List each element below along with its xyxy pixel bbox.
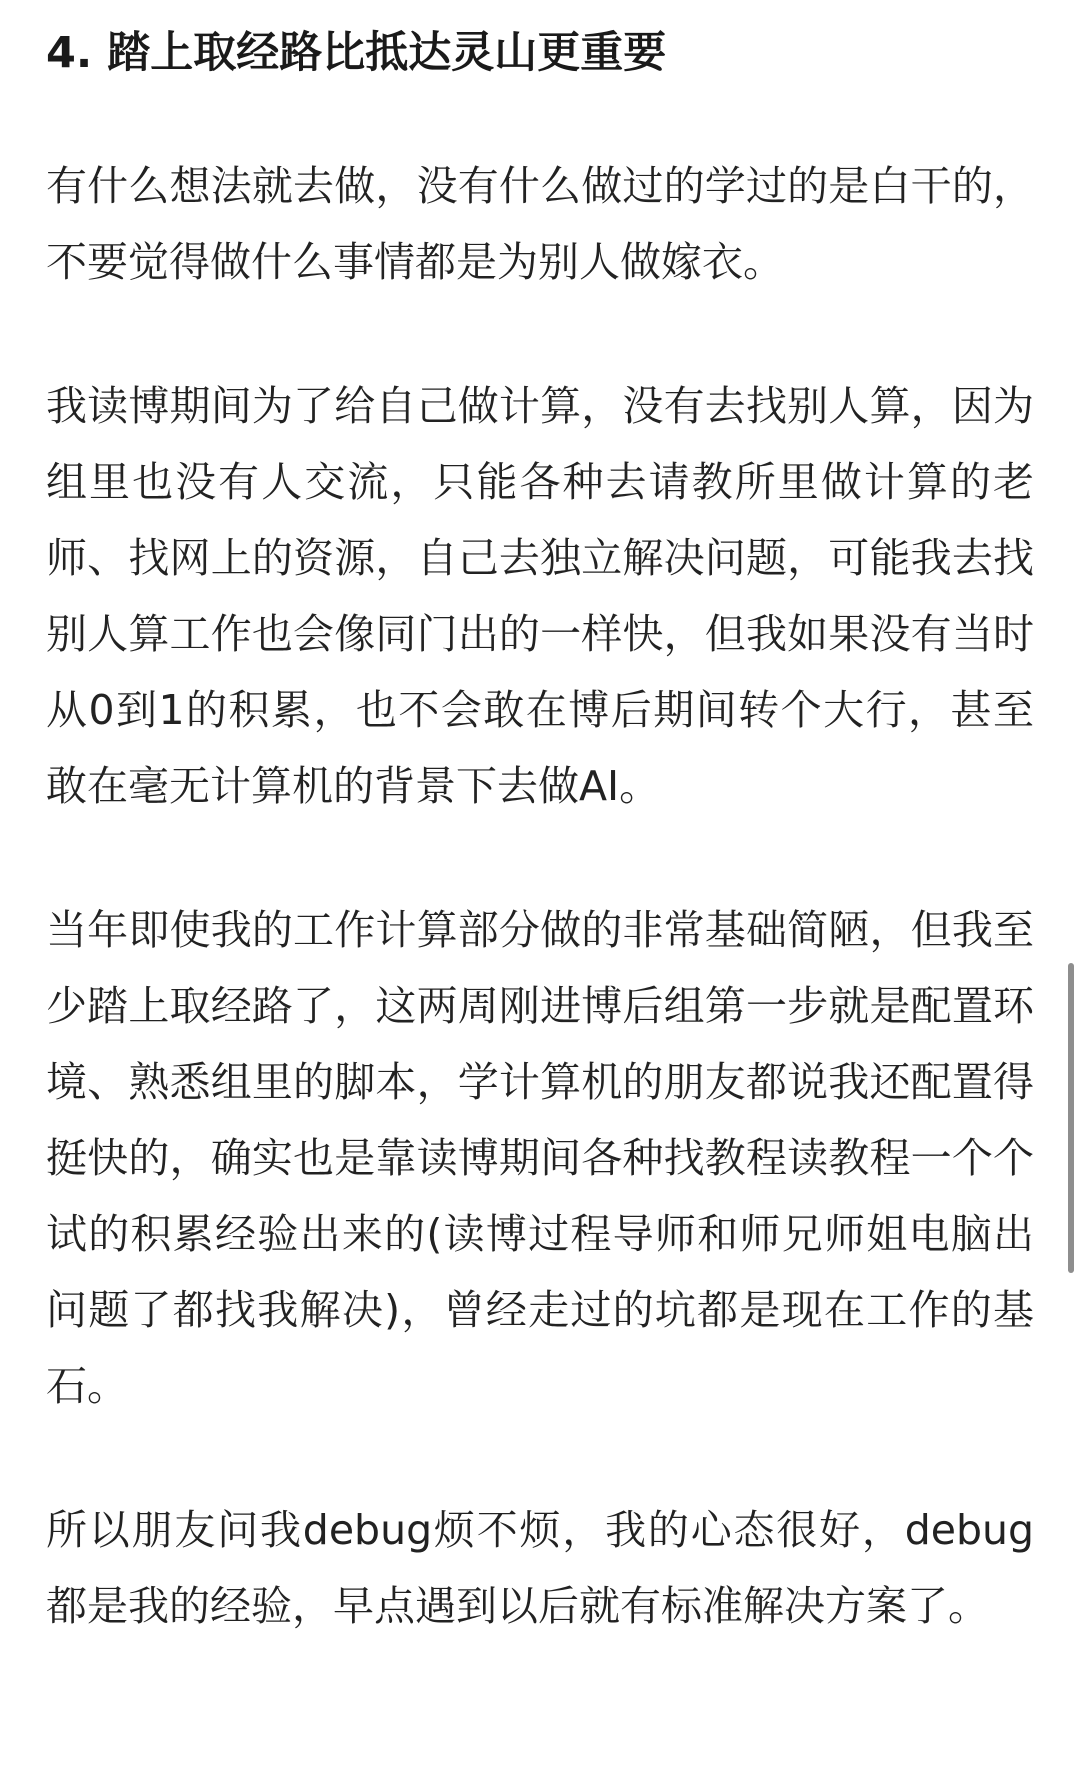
section-heading: 4. 踏上取经路比抵达灵山更重要 (46, 28, 667, 78)
vertical-scrollbar[interactable] (1068, 963, 1074, 1273)
article-content (46, 20, 1034, 1644)
paragraph-2: 我读博期间为了给自己做计算，没有去找别人算，因为组里也没有人交流，只能各种去请教所里做计算的老师、找网上的资源，自己去独立解决问题，可能我去找别人算工作也会像同门出的一样快，但我如果没有当时从0到1的积累，也不会敢在博后期间转个大行，甚至敢在毫无计算机的背景下去做AI。 (46, 382, 1034, 810)
paragraph-3: 当年即使我的工作计算部分做的非常基础简陋，但我至少踏上取经路了，这两周刚进博后组第一步就是配置环境、熟悉组里的脚本，学计算机的朋友都说我还配置得挺快的，确实也是靠读博期间各种找教程读教程一个个试的积累经验出来的(读博过程导师和师兄师姐电脑出问题了都找我解决)，曾经走过的坑都是现在工作的基石。 (46, 906, 1034, 1410)
paragraph-4: 所以朋友问我debug烦不烦，我的心态很好，debug都是我的经验，早点遇到以后就有标准解决方案了。 (46, 1506, 1034, 1630)
paragraph-1: 有什么想法就去做，没有什么做过的学过的是白干的，不要觉得做什么事情都是为别人做嫁衣。 (46, 162, 1034, 286)
